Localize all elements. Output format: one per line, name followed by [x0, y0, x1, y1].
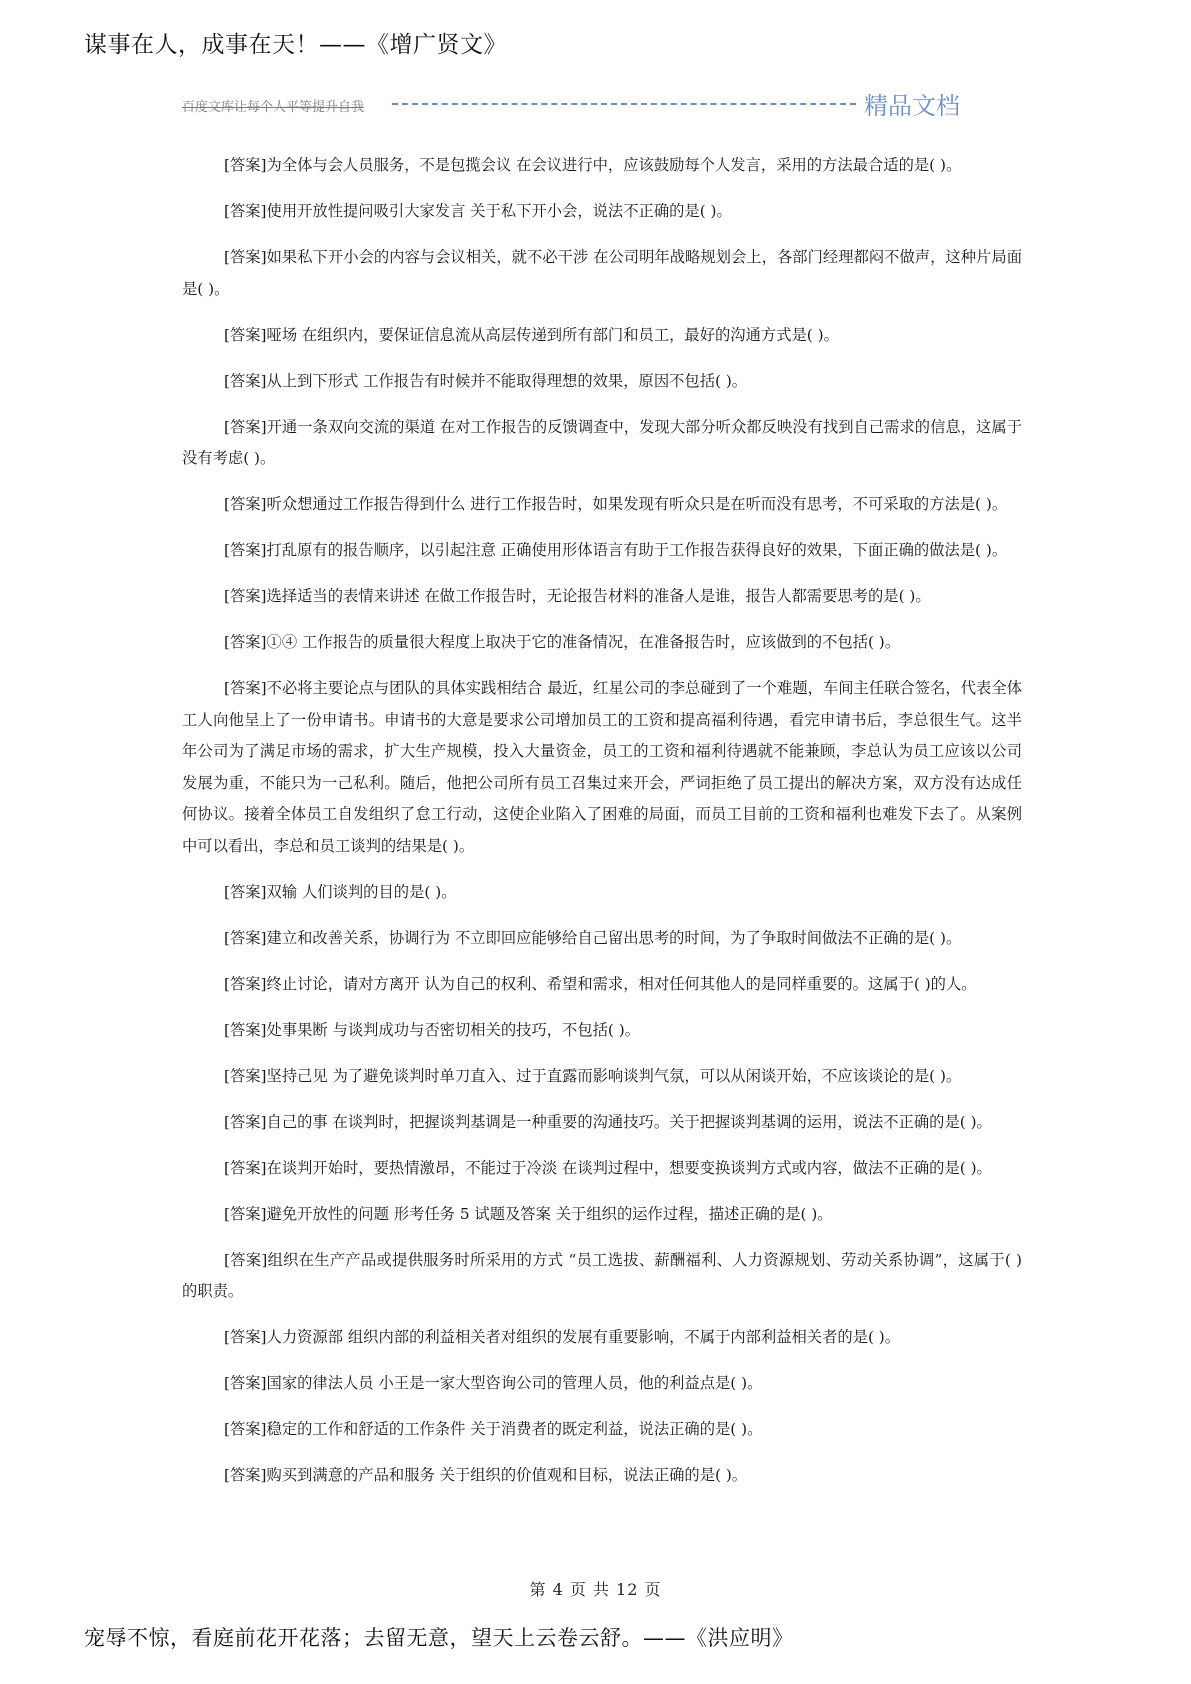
answer-paragraph: [答案]组织在生产产品或提供服务时所采用的方式 “员工选拔、薪酬福利、人力资源规划、劳动关系协调”，这属于( )的职责。: [182, 1250, 1022, 1300]
answer-paragraph: [答案]双输 人们谈判的目的是( )。: [224, 882, 457, 901]
answer-paragraph: [答案]避免开放性的问题 形考任务 5 试题及答案 关于组织的运作过程，描述正确的是( )。: [224, 1204, 833, 1223]
answer-paragraph: [答案]如果私下开小会的内容与会议相关，就不必干涉 在公司明年战略规划会上，各部门经理都闷不做声，这种片局面是( )。: [182, 248, 1022, 298]
answer-paragraph: [答案]处事果断 与谈判成功与否密切相关的技巧，不包括( )。: [224, 1020, 641, 1039]
answer-paragraph: [答案]使用开放性提问吸引大家发言 关于私下开小会，说法不正确的是( )。: [224, 202, 732, 220]
bottom-quote: 宠辱不惊，看庭前花开花落；去留无意，望天上云卷云舒。——《洪应明》: [84, 1626, 794, 1650]
answer-paragraph: [答案]①④ 工作报告的质量很大程度上取决于它的准备情况，在准备报告时，应该做到的不包括( )。: [224, 633, 901, 651]
answer-paragraph: [答案]选择适当的表情来讲述 在做工作报告时，无论报告材料的准备人是谁，报告人都需要思考的是( )。: [224, 587, 931, 605]
answer-paragraph: [答案]听众想通过工作报告得到什么 进行工作报告时，如果发现有听众只是在听而没有思考，不可采取的方法是( )。: [224, 495, 1008, 513]
header-dashed-line: [392, 103, 856, 105]
header-right-text: 精品文档: [864, 92, 960, 120]
top-quote: 谋事在人，成事在天！——《增广贤文》: [84, 32, 507, 58]
answer-paragraph: [答案]自己的事 在谈判时，把握谈判基调是一种重要的沟通技巧。关于把握谈判基调的运用，说法不正确的是( )。: [224, 1112, 992, 1131]
header-left-text: 百度文库让每个人平等提升自我: [182, 100, 365, 115]
document-header: [182, 86, 960, 120]
answer-paragraph: [答案]从上到下形式 工作报告有时候并不能取得理想的效果，原因不包括( )。: [224, 371, 748, 390]
answer-paragraph: [答案]终止讨论，请对方离开 认为自己的权利、希望和需求，相对任何其他人的是同样重要的。这属于( )的人。: [224, 974, 977, 993]
answer-paragraph: [答案]坚持己见 为了避免谈判时单刀直入、过于直露而影响谈判气氛，可以从闲谈开始，不应该谈论的是( )。: [224, 1066, 962, 1085]
answer-paragraph: [答案]稳定的工作和舒适的工作条件 关于消费者的既定利益，说法正确的是( )。: [224, 1420, 763, 1438]
answer-paragraph: [答案]为全体与会人员服务，不是包揽会议 在会议进行中，应该鼓励每个人发言，采用的方法最合适的是( )。: [224, 156, 962, 174]
document-body: [182, 150, 1022, 1506]
answer-paragraph: [答案]人力资源部 组织内部的利益相关者对组织的发展有重要影响，不属于内部利益相关者的是( )。: [224, 1328, 901, 1346]
answer-paragraph: [答案]开通一条双向交流的渠道 在对工作报告的反馈调查中，发现大部分听众都反映没有找到自己需求的信息，这属于没有考虑( )。: [182, 417, 1022, 467]
answer-paragraph: [答案]建立和改善关系，协调行为 不立即回应能够给自己留出思考的时间，为了争取时间做法不正确的是( )。: [224, 928, 962, 947]
answer-paragraph: [答案]哑场 在组织内，要保证信息流从高层传递到所有部门和员工，最好的沟通方式是( )。: [224, 325, 839, 344]
answer-paragraph: [答案]不必将主要论点与团队的具体实践相结合 最近，红星公司的李总碰到了一个难题，车间主任联合签名，代表全体工人向他呈上了一份申请书。申请书的大意是要求公司增加员工的工资和提高福利待遇，看完申请书后，李总很生气。这半年公司为了满足市场的需求，扩大生产规模，投入大量资金，员工的工资和福利待遇就不能兼顾，李总认为员工应该以公司发展为重，不能只为一己私利。随后，他把公司所有员工召集过来开会，严词拒绝了员工提出的解决方案，双方没有达成任何协议。接着全体员工自发组织了怠工行动，这使企业陷入了困难的局面，而员工目前的工资和福利也难发下去了。从案例中可以看出，李总和员工谈判的结果是( )。: [182, 679, 1022, 855]
page-number-footer: 第 4 页 共 12 页: [529, 1580, 662, 1599]
answer-paragraph: [答案]打乱原有的报告顺序，以引起注意 正确使用形体语言有助于工作报告获得良好的效果，下面正确的做法是( )。: [224, 541, 1008, 559]
answer-paragraph: [答案]在谈判开始时，要热情激昂，不能过于冷淡 在谈判过程中，想要变换谈判方式或内容，做法不正确的是( )。: [224, 1158, 992, 1177]
answer-paragraph: [答案]购买到满意的产品和服务 关于组织的价值观和目标，说法正确的是( )。: [224, 1466, 748, 1484]
answer-paragraph: [答案]国家的律法人员 小王是一家大型咨询公司的管理人员，他的利益点是( )。: [224, 1374, 763, 1392]
